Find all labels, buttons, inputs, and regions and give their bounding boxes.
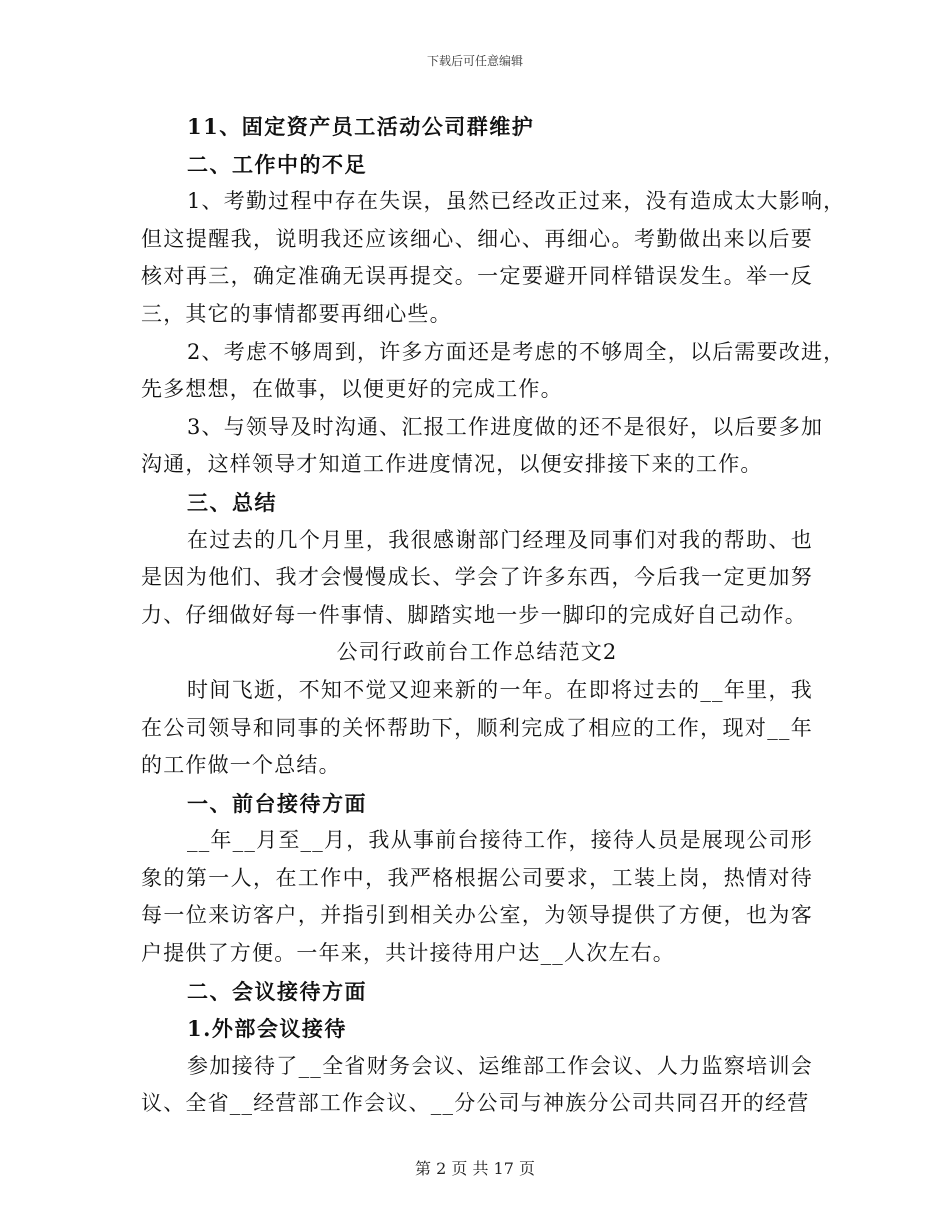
text-line: 11、固定资产员工活动公司群维护: [187, 114, 535, 139]
text-line: 二、工作中的不足: [187, 151, 367, 177]
text-line: 参加接待了__全省财务会议、运维部工作会议、人力监察培训会: [187, 1053, 813, 1078]
text-line: 户提供了方便。一年来，共计接待用户达__人次左右。: [141, 941, 675, 966]
section-title: 公司行政前台工作总结范文2: [336, 640, 618, 665]
page-footer: 第 2 页 共 17 页: [415, 1159, 535, 1178]
text-line: 二、会议接待方面: [187, 978, 367, 1004]
text-line: 2、考虑不够周到，许多方面还是考虑的不够周全，以后需要改进，: [187, 339, 846, 364]
text-line: 沟通，这样领导才知道工作进度情况，以便安排接下来的工作。: [141, 452, 763, 477]
text-line: 核对再三，确定准确无误再提交。一定要避开同样错误发生。举一反: [141, 264, 813, 289]
text-line: 议、全省__经营部工作会议、__分公司与神族分公司共同召开的经营: [141, 1091, 810, 1116]
text-line: 力、仔细做好每一件事情、脚踏实地一步一脚印的完成好自己动作。: [141, 602, 807, 627]
text-line: 一、前台接待方面: [187, 790, 367, 816]
text-line: 象的第一人，在工作中，我严格根据公司要求，工装上岗，热情对待: [141, 865, 813, 890]
document-body: [141, 108, 846, 1123]
text-line: 1、考勤过程中存在失误，虽然已经改正过来，没有造成太大影响，: [187, 189, 846, 214]
text-line: 先多想想，在做事，以便更好的完成工作。: [141, 377, 563, 402]
text-line: 的工作做一个总结。: [141, 753, 341, 778]
text-line: 在公司领导和同事的关怀帮助下，顺利完成了相应的工作，现对__年: [141, 715, 813, 740]
text-line: 是因为他们、我才会慢慢成长、学会了许多东西，今后我一定更加努: [141, 565, 813, 590]
page-header: 下载后可任意编辑: [426, 54, 523, 68]
text-line: 三、总结: [187, 489, 277, 515]
text-line: 3、与领导及时沟通、汇报工作进度做的还不是很好，以后要多加: [187, 414, 824, 439]
text-line: 三，其它的事情都要再细心些。: [141, 301, 452, 326]
text-line: 在过去的几个月里，我很感谢部门经理及同事们对我的帮助、也: [187, 527, 813, 552]
text-line: __年__月至__月，我从事前台接待工作，接待人员是展现公司形: [187, 828, 813, 853]
text-line: 但这提醒我，说明我还应该细心、细心、再细心。考勤做出来以后要: [141, 226, 813, 251]
text-line: 1.外部会议接待: [187, 1016, 347, 1042]
text-line: 时间飞逝，不知不觉又迎来新的一年。在即将过去的__年里，我: [187, 677, 813, 702]
text-line: 每一位来访客户，并指引到相关办公室，为领导提供了方便，也为客: [141, 903, 813, 928]
